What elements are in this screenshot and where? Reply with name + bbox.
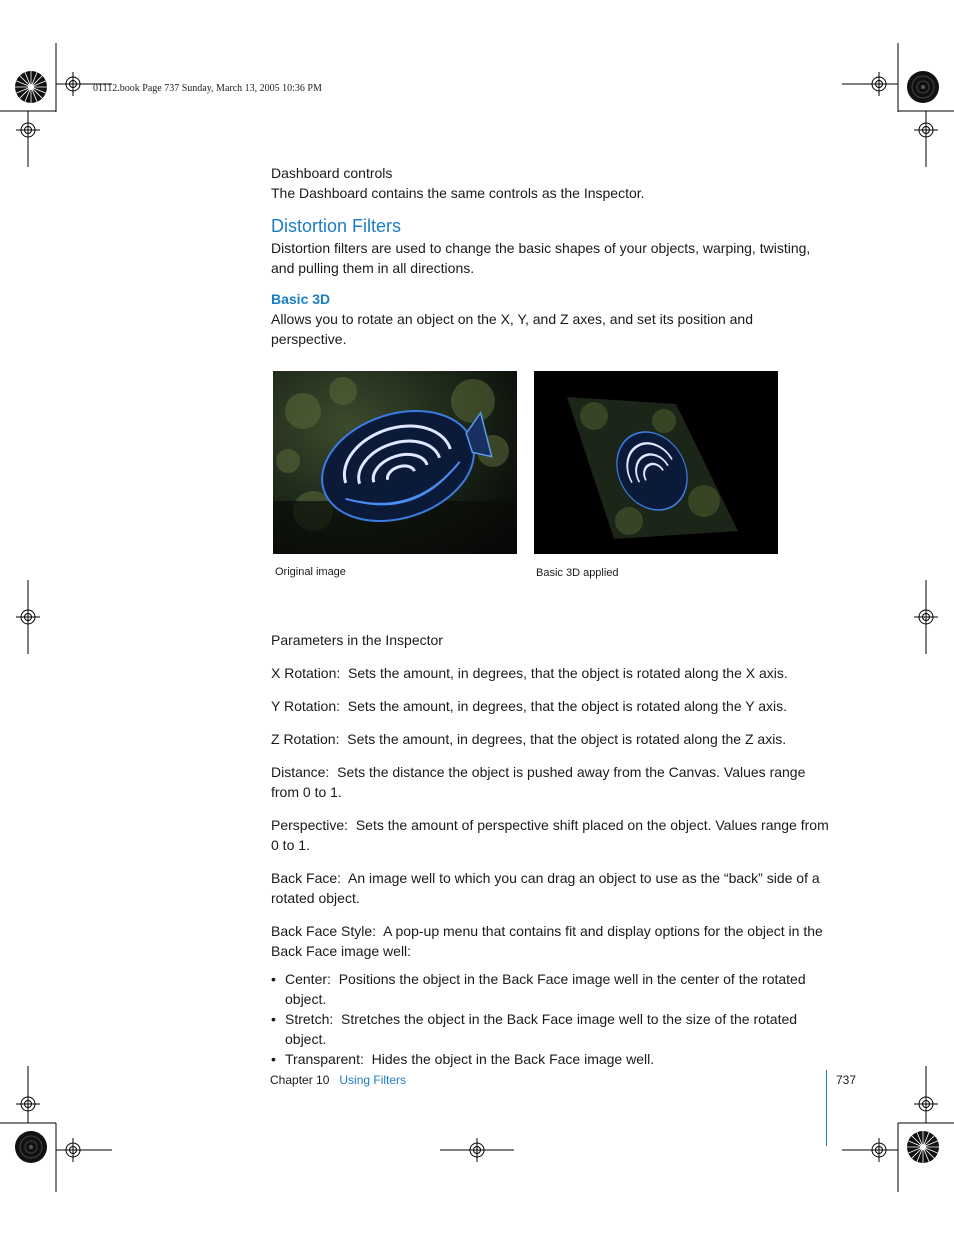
parameters-heading: Parameters in the Inspector — [271, 632, 443, 648]
distortion-heading: Distortion Filters — [271, 216, 402, 236]
page-number: 737 — [836, 1073, 857, 1087]
dashboard-text: The Dashboard contains the same controls as the Inspector. — [271, 185, 645, 201]
chapter-label: Chapter 10 — [270, 1073, 330, 1087]
footer-chapter — [270, 1073, 406, 1087]
list-item — [271, 969, 831, 1009]
param-term: X Rotation — [271, 665, 337, 681]
page-content — [271, 163, 831, 1069]
param-sep — [376, 923, 383, 939]
figure-basic3d — [534, 371, 778, 580]
figure-original-caption: Original image — [275, 566, 346, 578]
param-distance — [271, 762, 831, 802]
option-term: Center: — [285, 971, 331, 987]
param-term: Back Face: — [271, 870, 342, 886]
option-desc: Hides the object in the Back Face image well. — [371, 1051, 655, 1067]
param-perspective — [271, 815, 831, 855]
bullet: • — [271, 971, 276, 987]
param-back-face — [271, 868, 831, 908]
param-z-rotation — [271, 729, 831, 749]
list-item — [271, 1049, 831, 1069]
option-term: Stretch: — [285, 1011, 334, 1027]
param-sep: : — [344, 817, 356, 833]
param-sep: : — [336, 698, 348, 714]
basic3d-text: Allows you to rotate an object on the X, Y, and Z axes, and set its position and perspective. — [271, 311, 754, 347]
option-term: Transparent: — [285, 1051, 364, 1067]
figure-basic3d-caption: Basic 3D applied — [536, 567, 619, 579]
footer-divider — [826, 1070, 827, 1146]
param-sep: : — [335, 731, 348, 747]
param-back-face-style — [271, 921, 831, 961]
option-desc: Stretches the object in the Back Face image well to the size of the rotated object. — [285, 1011, 798, 1047]
print-slug: 01112.book Page 737 Sunday, March 13, 2005 10:36 PM — [93, 83, 322, 94]
param-y-rotation — [271, 696, 831, 716]
param-desc: Sets the amount, in degrees, that the object is rotated along the Y axis. — [347, 698, 788, 714]
basic3d-heading: Basic 3D — [271, 291, 331, 307]
param-term: Back Face Style: — [271, 923, 377, 939]
param-sep — [341, 870, 348, 886]
bullet: • — [271, 1051, 276, 1067]
distortion-text: Distortion filters are used to change the basic shapes of your objects, warping, twisting, and pulling them in all directions. — [271, 240, 811, 276]
param-desc: Sets the amount of perspective shift placed on the object. Values range from 0 to 1. — [271, 817, 829, 853]
param-x-rotation — [271, 663, 831, 683]
param-sep: : — [325, 764, 338, 780]
option-desc: Positions the object in the Back Face image well in the center of the rotated object. — [285, 971, 806, 1007]
param-desc: A pop-up menu that contains fit and display options for the object in the Back Face image well: — [271, 923, 823, 959]
list-item — [271, 1009, 831, 1049]
rotated-fish-image — [534, 371, 778, 554]
param-desc: Sets the amount, in degrees, that the object is rotated along the Z axis. — [347, 731, 787, 747]
original-fish-image — [273, 371, 517, 554]
param-term: Distance — [271, 764, 326, 780]
back-face-style-options — [271, 969, 831, 1069]
dashboard-heading: Dashboard controls — [271, 165, 393, 181]
parameter-list — [271, 663, 831, 961]
figure-row — [271, 371, 831, 603]
param-desc: Sets the amount, in degrees, that the object is rotated along the X axis. — [348, 665, 788, 681]
chapter-title-link[interactable]: Using Filters — [339, 1073, 407, 1087]
param-term: Perspective — [271, 817, 345, 833]
param-sep: : — [336, 665, 349, 681]
param-term: Y Rotation — [271, 698, 337, 714]
param-term: Z Rotation — [271, 731, 336, 747]
param-desc: An image well to which you can drag an object to use as the “back” side of a rotated object. — [271, 870, 820, 906]
figure-original — [273, 371, 517, 579]
bullet: • — [271, 1011, 276, 1027]
param-desc: Sets the distance the object is pushed away from the Canvas. Values range from 0 to 1. — [271, 764, 806, 800]
